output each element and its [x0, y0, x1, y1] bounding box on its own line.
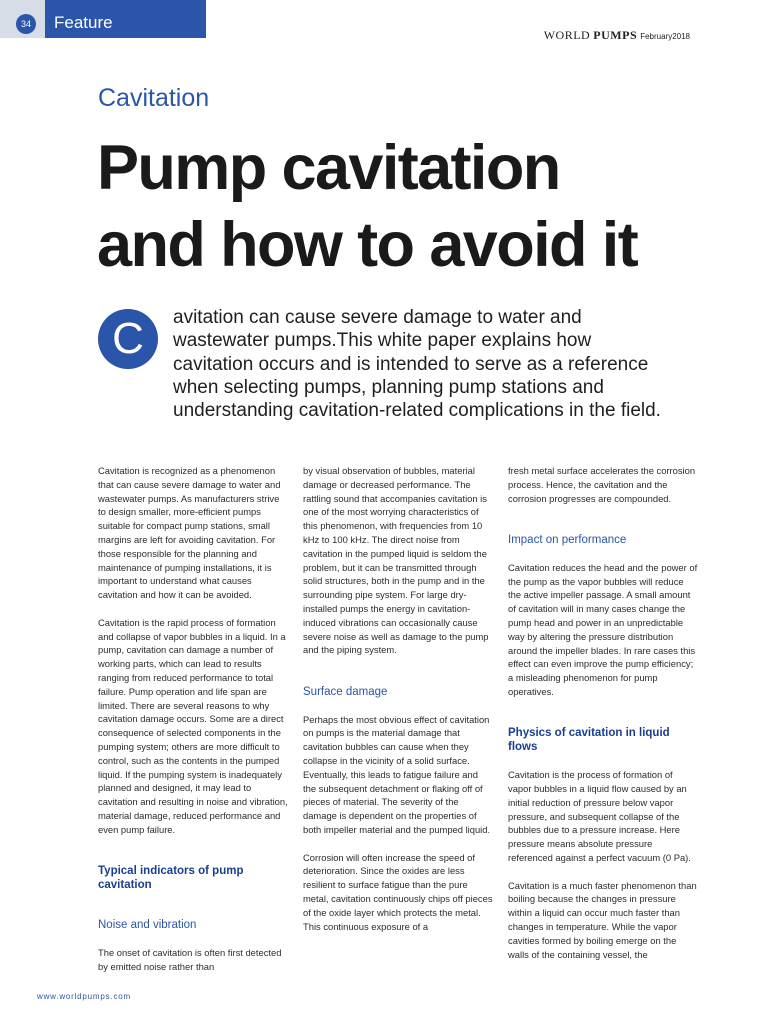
subheading-surface-damage: Surface damage [303, 685, 388, 698]
paragraph: Cavitation is the rapid process of formation and collapse of vapor bubbles in a liquid. In a pump, cavitation can damage a number of working parts, which can lead to results ranging from reduced performance to total failure. Pump operation and life span are limited. There are several reasons to why cavitation damage occurs. Some are a direct consequence of selected components in the pumping system; others are more difficult to control, such as the contents in the pumped liquid. If the pumping system is inadequately planned and designed, it may lead to cavitation and resulting in noise and vibration, material damage, reduced performance and even pump failure. [98, 616, 288, 835]
publication-name-world: WORLD [543, 28, 591, 42]
standfirst: avitation can cause severe damage to water and wastewater pumps.This white paper explains how cavitation occurs and is intended to serve as a reference when selecting pumps, planning pump stations and understanding cavitation-related complications in the field. [173, 307, 661, 422]
paragraph: fresh metal surface accelerates the corrosion process. Hence, the cavitation and the corrosion progresses are compounded. [508, 465, 696, 504]
article-headline [97, 130, 737, 284]
body-column-3 [508, 464, 698, 975]
headline-line-2: and how to avoid it [97, 210, 638, 280]
body-column-1 [98, 464, 288, 987]
issue-date: February2018 [640, 32, 690, 41]
section-label: Feature [54, 13, 113, 32]
subheading-impact: Impact on performance [508, 533, 627, 546]
subheading-physics: Physics of cavitation in liquid flows [508, 727, 670, 754]
subheading-noise: Noise and vibration [98, 918, 197, 931]
paragraph: by visual observation of bubbles, material damage or decreased performance. The rattling sound that accompanies cavitation is one of the most worrying characteristics of this phenomenon, with frequencies from 10 kHz to 100 kHz. The direct noise from cavitation in the pumped liquid is seldom the problem, but it can be transmitted through solid structures, both in the pump and in the surrounding pipe system. For large dry-installed pumps the energy in cavitation-induced vibrations can occasionally cause severe noise as well as damage to the pump and the piping system. [303, 465, 489, 656]
paragraph: Cavitation is recognized as a phenomenon that can cause severe damage to water and wastewater pumps. As manufacturers strive to design smaller, more-efficient pumps suitable for compact pump stations, small margins are left for avoiding cavitation. For those responsible for the planning and maintenance of pumping installations, it is important to understand what causes cavitation and how it can be avoided. [98, 465, 281, 601]
paragraph: Cavitation reduces the head and the power of the pump as the vapor bubbles will reduce the active impeller passage. A small amount of cavitation will in many cases change the pump head and power in an unpredictable way by altering the pressure distribution around the impeller blades. In rare cases this effect can even improve the pump efficiency; a misleading phenomenon for pump operatives. [508, 561, 698, 697]
headline-line-1: Pump cavitation [97, 133, 560, 203]
subheading-indicators: Typical indicators of pump cavitation [98, 865, 244, 892]
paragraph: Cavitation is the process of formation of vapor bubbles in a liquid flow caused by an initial reduction of pressure below vapor pressure, and subsequent collapse of the bubbles due to a pressure increase. Here pressure means absolute pressure referenced against a perfect vacuum (0 Pa). [508, 769, 691, 863]
drop-cap: C [98, 309, 158, 369]
paragraph: Corrosion will often increase the speed of deterioration. Since the oxides are less resilient to surface fatigue than the pure metal, cavitation continuously chips off pieces of the oxide layer which protects the metal. This continuous exposure of a [303, 851, 493, 932]
paragraph: Perhaps the most obvious effect of cavitation on pumps is the material damage that cavitation bubbles can cause when they collapse in the vicinity of a solid surface. Eventually, this leads to fatigue failure and the subsequent detachment or flaking off of pieces of material. The severity of the damage is dependent on the properties of both impeller material and the pumped liquid. [303, 713, 491, 835]
body-column-2 [303, 464, 493, 947]
header-tab [0, 0, 206, 38]
article-kicker: Cavitation [98, 84, 210, 112]
paragraph: The onset of cavitation is often first detected by emitted noise rather than [98, 946, 282, 972]
masthead [544, 29, 690, 43]
publication-name-pumps: PUMPS [593, 28, 638, 42]
page-number-badge: 34 [16, 14, 36, 34]
footer-url: www.worldpumps.com [37, 992, 131, 1001]
paragraph: Cavitation is a much faster phenomenon than boiling because the changes in pressure within a liquid can occur much faster than changes in temperature. While the vapor cavities formed by boiling emerge on the walls of the containing vessel, the [508, 879, 697, 960]
